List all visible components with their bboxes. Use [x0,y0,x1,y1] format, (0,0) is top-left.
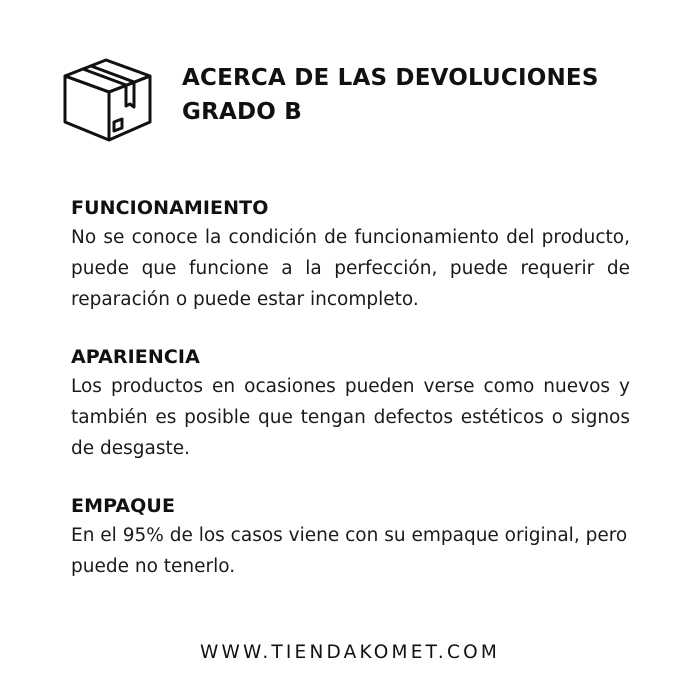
section-empaque [71,492,630,582]
section-heading: EMPAQUE [71,495,176,517]
section-body: Los productos en ocasiones pueden verse como nuevos y también es posible que tengan defectos estéticos o signos de desgaste. [71,376,630,459]
page-title [182,61,599,129]
section-body: En el 95% de los casos viene con su empaque original, pero puede no tenerlo. [71,525,628,577]
section-funcionamiento [71,194,630,315]
section-heading: APARIENCIA [71,346,200,368]
page-header [62,52,642,142]
package-box-icon [62,52,154,142]
section-body: No se conoce la condición de funcionamiento del producto, puede que funcione a la perfección, puede requerir de reparación o puede estar incompleto. [71,227,630,310]
website-link[interactable]: WWW.TIENDAKOMET.COM [199,642,501,663]
section-apariencia [71,343,630,464]
section-heading: FUNCIONAMIENTO [71,197,269,219]
title-line-1: ACERCA DE LAS DEVOLUCIONES [182,65,599,91]
title-line-2: GRADO B [182,99,302,125]
content-area [71,194,630,610]
